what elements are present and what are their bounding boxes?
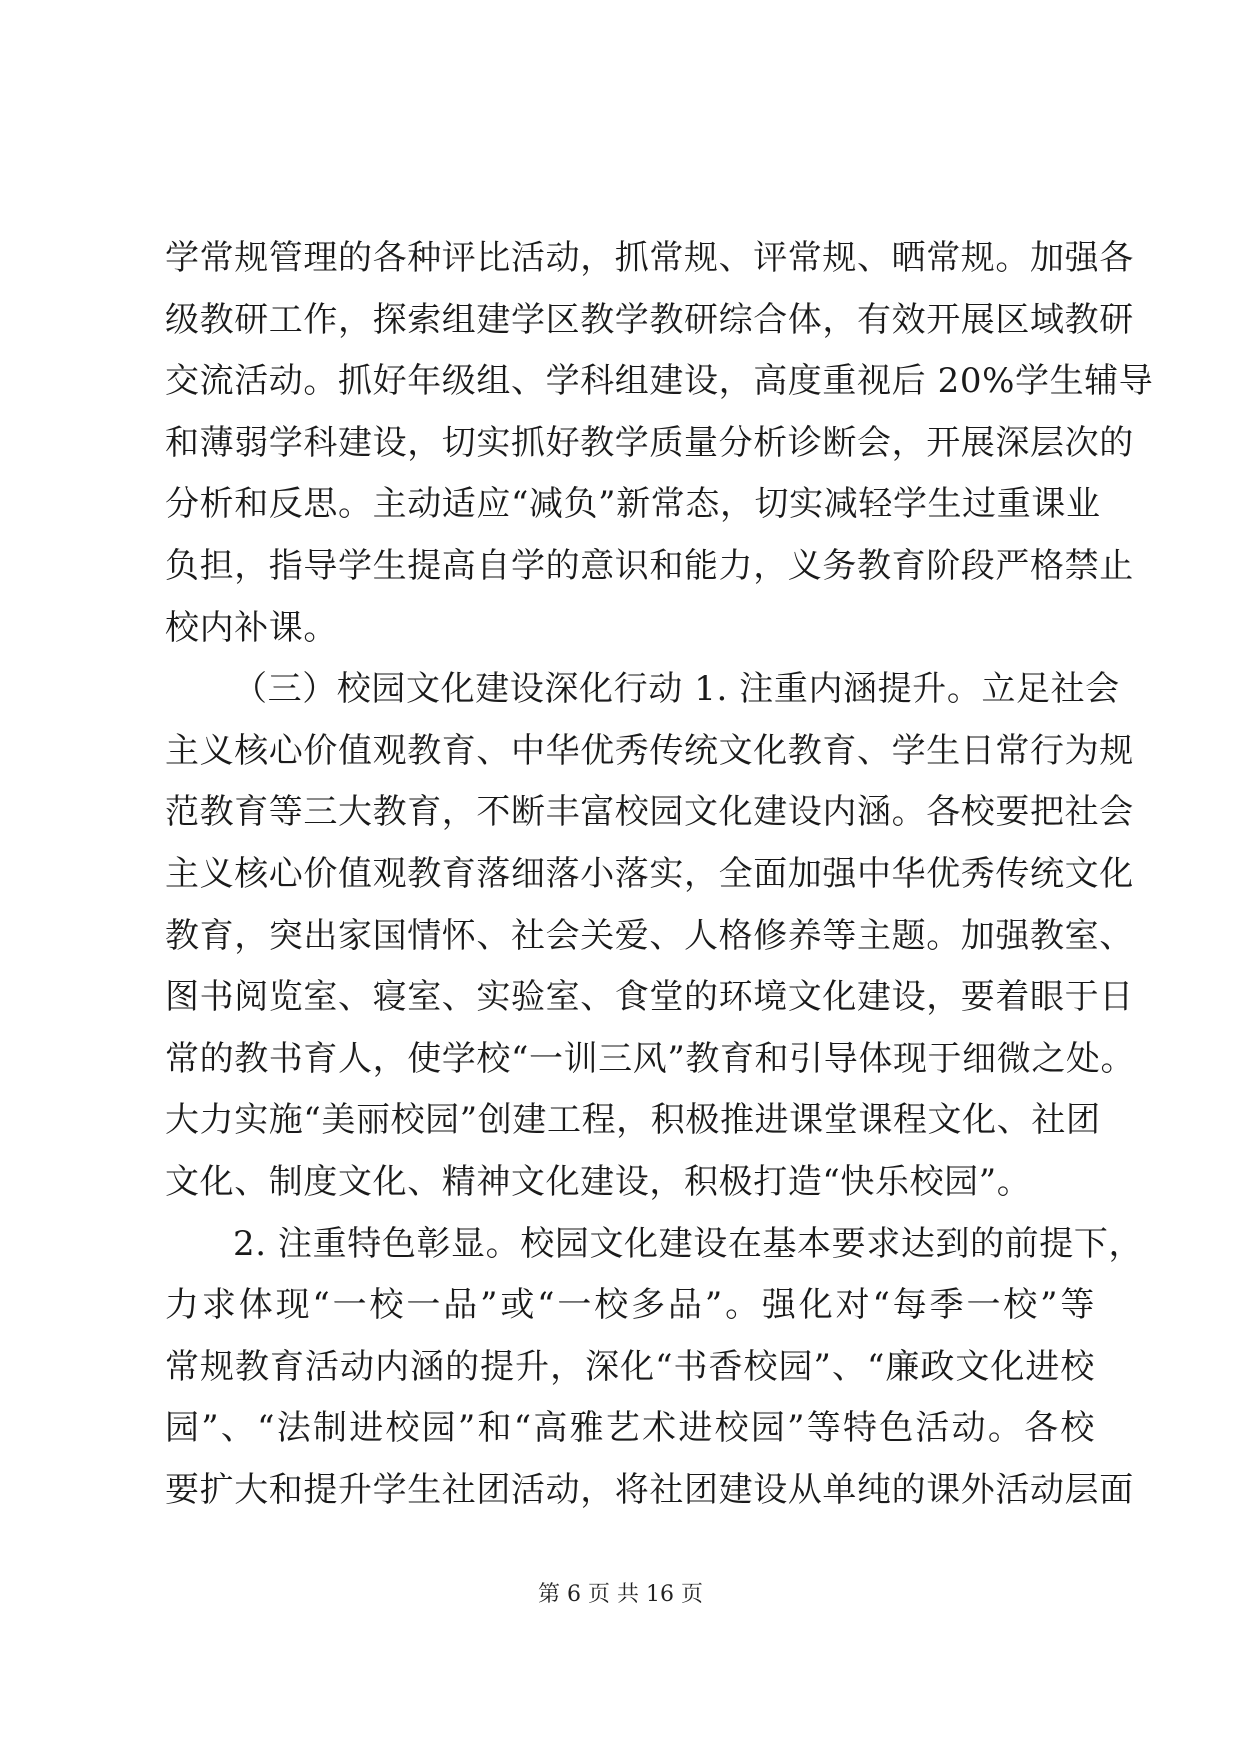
text-line-4: 和薄弱学科建设，切实抓好教学质量分析诊断会，开展深层次的 xyxy=(165,422,1134,463)
text-line-14: 常的教书育人，使学校“一训三风”教育和引导体现于细微之处。 xyxy=(165,1038,1136,1079)
text-line-15: 大力实施“美丽校园”创建工程，积极推进课堂课程文化、社团 xyxy=(165,1100,1101,1141)
text-line-5: 分析和反思。主动适应“减负”新常态，切实减轻学生过重课业 xyxy=(165,484,1101,525)
text-line-7: 校内补课。 xyxy=(165,607,338,648)
text-line-11: 主义核心价值观教育落细落小落实，全面加强中华优秀传统文化 xyxy=(165,853,1134,894)
text-line-20: 园”、“法制进校园”和“高雅艺术进校园”等特色活动。各校 xyxy=(165,1408,1095,1449)
text-line-9: 主义核心价值观教育、中华优秀传统文化教育、学生日常行为规 xyxy=(165,730,1134,771)
text-line-3: 交流活动。抓好年级组、学科组建设，高度重视后 20%学生辅导 xyxy=(165,361,1154,402)
text-line-16: 文化、制度文化、精神文化建设，积极打造“快乐校园”。 xyxy=(165,1161,1032,1202)
text-line-10: 范教育等三大教育，不断丰富校园文化建设内涵。各校要把社会 xyxy=(165,792,1134,833)
text-line-17: 2. 注重特色彰显。校园文化建设在基本要求达到的前提下， xyxy=(233,1223,1144,1264)
text-line-18: 力求体现“一校一品”或“一校多品”。强化对“每季一校”等 xyxy=(165,1285,1095,1326)
text-line-8: （三）校园文化建设深化行动 1. 注重内涵提升。立足社会 xyxy=(233,669,1120,710)
text-line-2: 级教研工作，探索组建学区教学教研综合体，有效开展区域教研 xyxy=(165,299,1134,340)
text-line-13: 图书阅览室、寝室、实验室、食堂的环境文化建设，要着眼于日 xyxy=(165,977,1134,1018)
page-number-footer: 第 6 页 共 16 页 xyxy=(538,1582,703,1607)
text-line-19: 常规教育活动内涵的提升，深化“书香校园”、“廉政文化进校 xyxy=(165,1346,1095,1387)
text-line-12: 教育，突出家国情怀、社会关爱、人格修养等主题。加强教室、 xyxy=(165,915,1134,956)
text-line-6: 负担，指导学生提高自学的意识和能力，义务教育阶段严格禁止 xyxy=(165,545,1134,586)
body-text xyxy=(165,228,1154,1521)
text-line-1: 学常规管理的各种评比活动，抓常规、评常规、晒常规。加强各 xyxy=(165,238,1134,278)
text-line-21: 要扩大和提升学生社团活动，将社团建设从单纯的课外活动层面 xyxy=(165,1469,1134,1510)
